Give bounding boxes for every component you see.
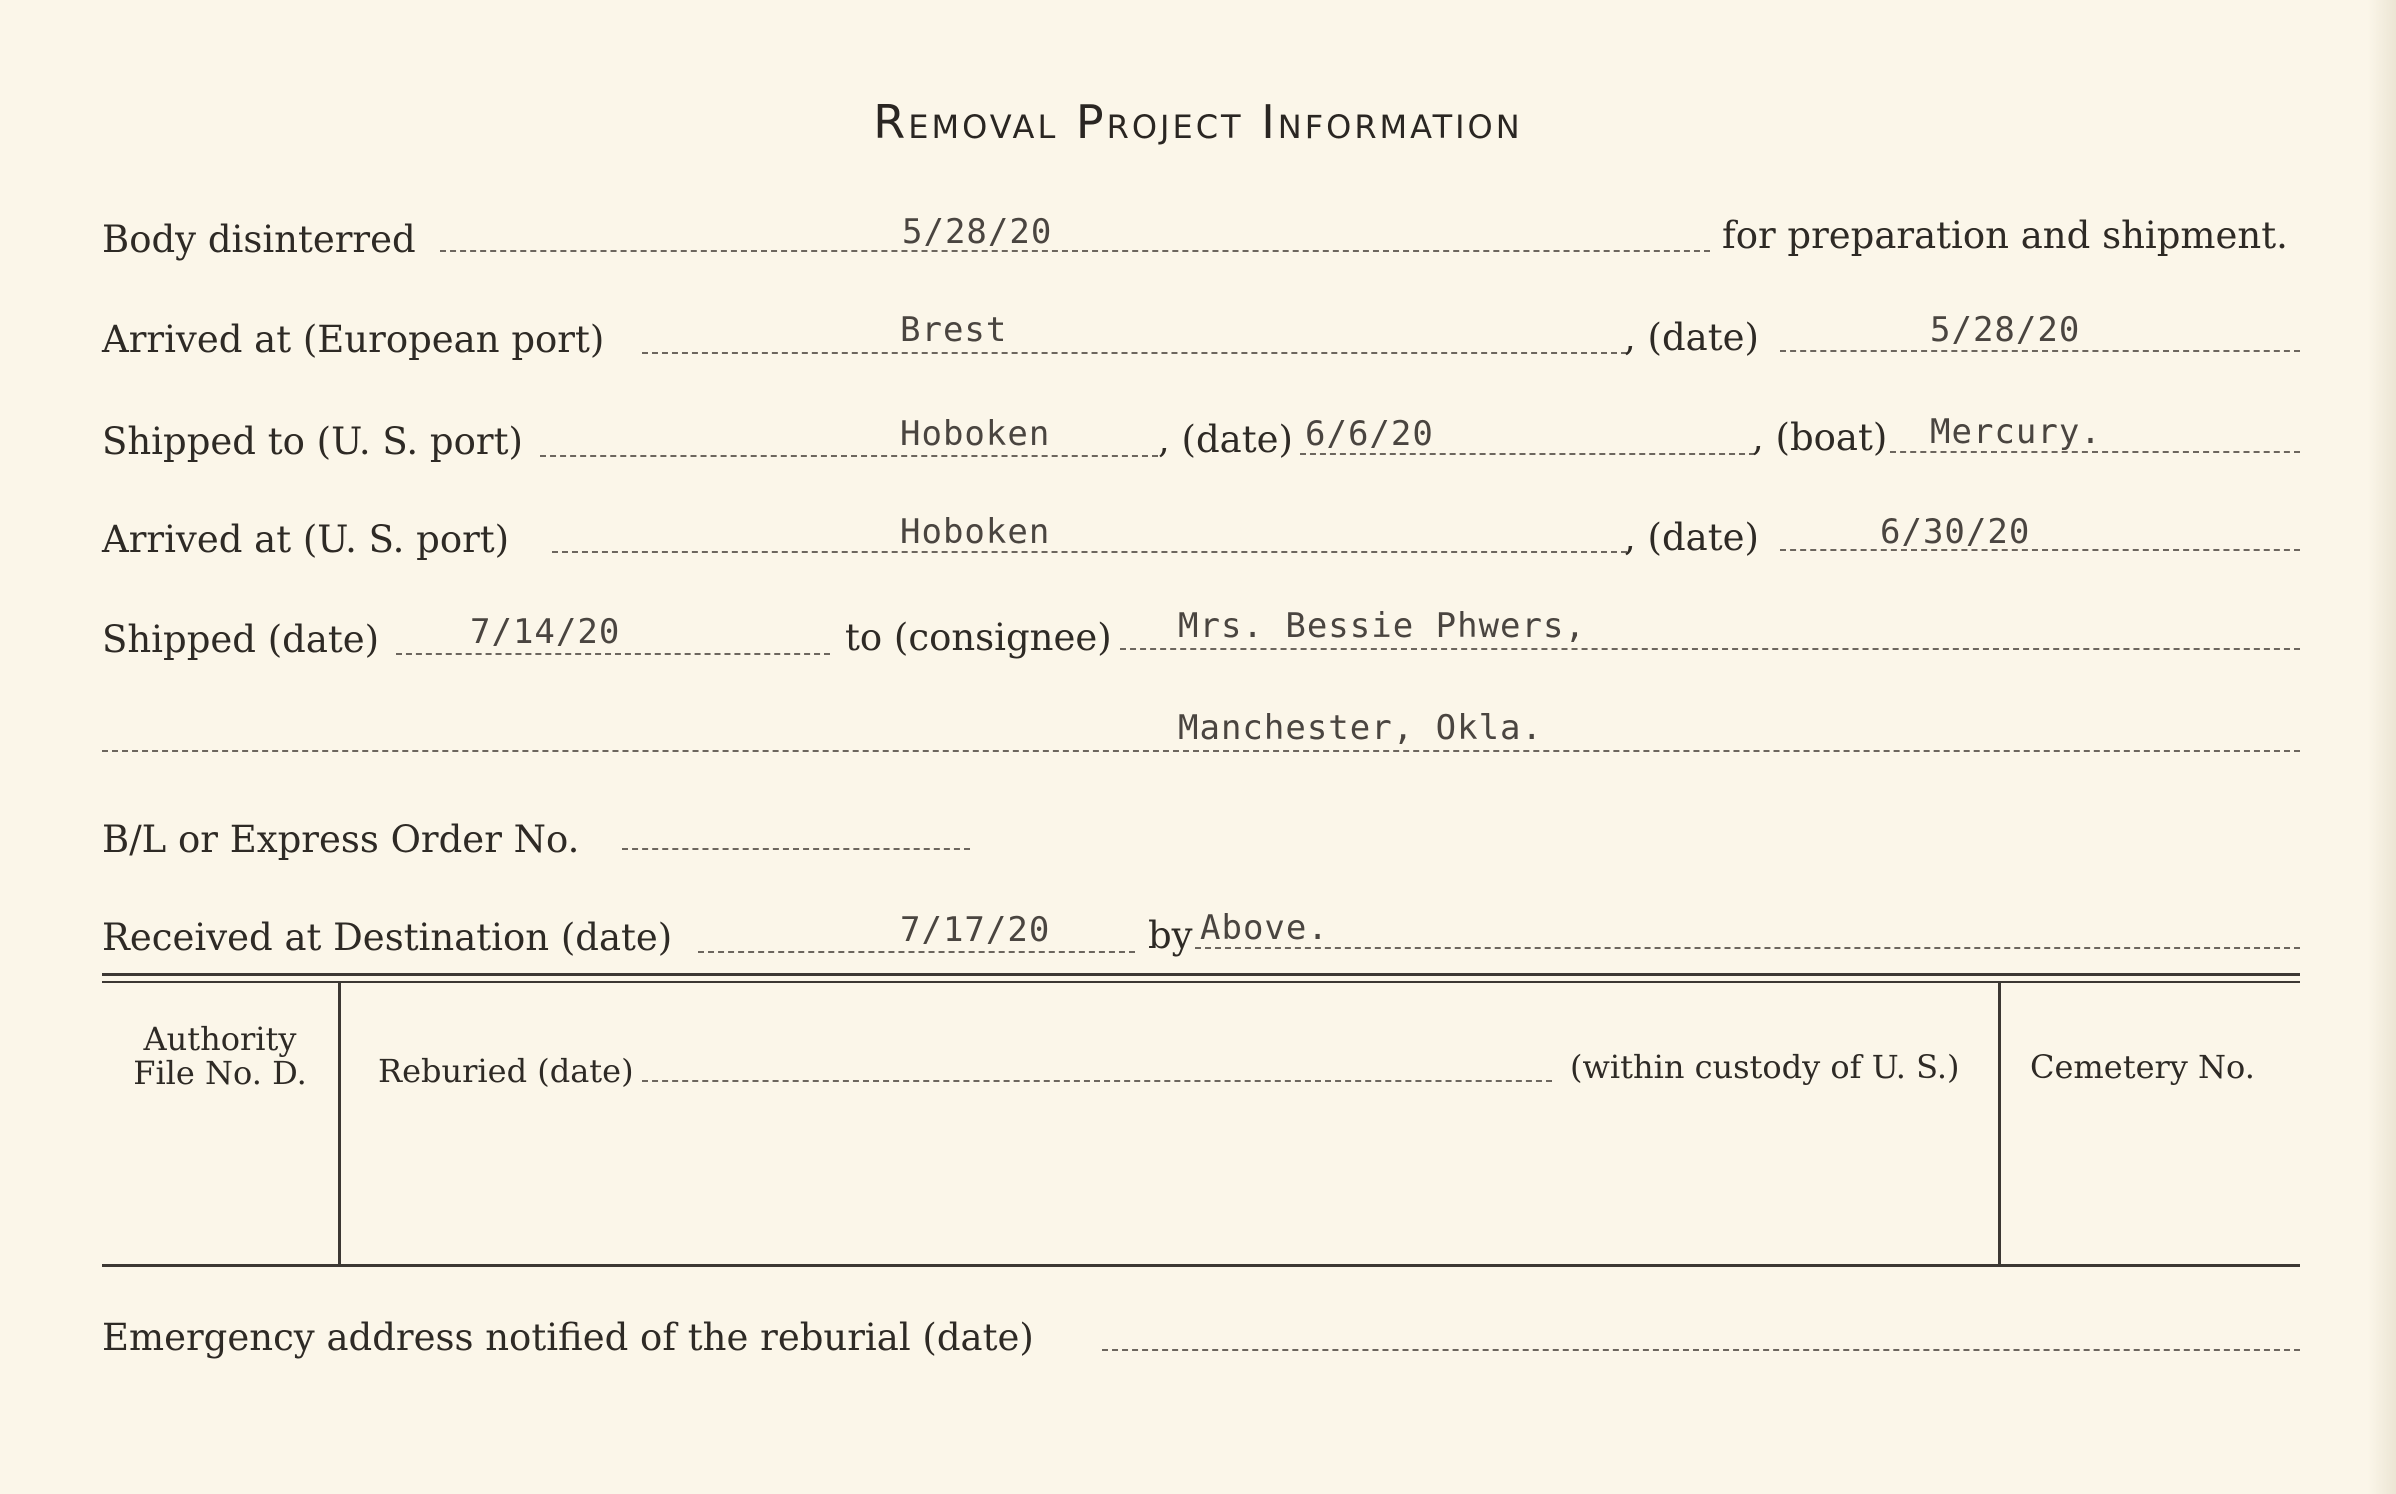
- shipped-us-boat: Mercury.: [1930, 412, 2102, 452]
- received-date-line: [698, 951, 1135, 953]
- shipped-us-port-line: [540, 455, 1158, 457]
- received-label: Received at Destination (date): [102, 916, 673, 959]
- body-disinterred-suffix: for preparation and shipment.: [1722, 214, 2288, 257]
- shipped-date-line: [396, 653, 830, 655]
- shipped-us-boat-label: , (boat): [1752, 416, 1888, 459]
- arrived-us-date: 6/30/20: [1880, 512, 2031, 552]
- cemetery-divider: [1998, 983, 2001, 1266]
- arrived-us-date-line: [1780, 549, 2300, 551]
- shipped-us-port: Hoboken: [900, 414, 1051, 454]
- authority-divider: [338, 983, 341, 1266]
- arrived-european-label: Arrived at (European port): [102, 318, 605, 361]
- arrived-us-date-label: , (date): [1624, 516, 1759, 559]
- section-rule-top: [102, 973, 2300, 976]
- reburied-label: Reburied (date): [378, 1052, 634, 1090]
- body-disinterred-value: 5/28/20: [902, 212, 1053, 252]
- received-date: 7/17/20: [900, 910, 1051, 950]
- reburied-line: [642, 1080, 1552, 1082]
- bl-order-label: B/L or Express Order No.: [102, 818, 580, 861]
- custody-label: (within custody of U. S.): [1570, 1048, 1960, 1086]
- arrived-european-port: Brest: [900, 310, 1008, 350]
- consignee-line: [1120, 648, 2300, 650]
- bl-order-line: [622, 848, 970, 850]
- card-edge: [2368, 0, 2396, 1494]
- arrived-us-label: Arrived at (U. S. port): [102, 518, 510, 561]
- authority-label-1: Authority: [143, 1020, 297, 1058]
- consignee-name: Mrs. Bessie Phwers,: [1178, 606, 1586, 646]
- address-line: [102, 750, 2300, 752]
- section-rule-top-2: [102, 981, 2300, 983]
- emergency-line: [1102, 1349, 2300, 1351]
- received-by-line: [1195, 947, 2300, 949]
- arrived-european-line: [642, 352, 1627, 354]
- emergency-label: Emergency address notified of the reburial (date): [102, 1316, 1034, 1359]
- shipped-us-date-label: , (date): [1158, 418, 1293, 461]
- consignee-label: to (consignee): [845, 616, 1112, 659]
- received-by-label: by: [1148, 914, 1193, 957]
- received-by: Above.: [1200, 908, 1329, 948]
- arrived-european-date-label: , (date): [1624, 316, 1759, 359]
- cemetery-label: Cemetery No.: [2030, 1048, 2255, 1086]
- shipped-us-date: 6/6/20: [1305, 414, 1434, 454]
- arrived-us-line: [552, 551, 1627, 553]
- arrived-european-date-line: [1780, 350, 2300, 352]
- shipped-label: Shipped (date): [102, 618, 380, 661]
- arrived-us-port: Hoboken: [900, 512, 1051, 552]
- body-disinterred-line: [440, 250, 1710, 252]
- shipped-date: 7/14/20: [470, 612, 621, 652]
- consignee-address: Manchester, Okla.: [1178, 708, 1543, 748]
- authority-label-2: File No. D.: [133, 1054, 307, 1092]
- arrived-european-date: 5/28/20: [1930, 310, 2081, 350]
- body-disinterred-label: Body disinterred: [102, 218, 416, 261]
- card-title: Removal Project Information: [873, 95, 1523, 149]
- section-rule-bottom: [102, 1264, 2300, 1267]
- shipped-us-label: Shipped to (U. S. port): [102, 420, 523, 463]
